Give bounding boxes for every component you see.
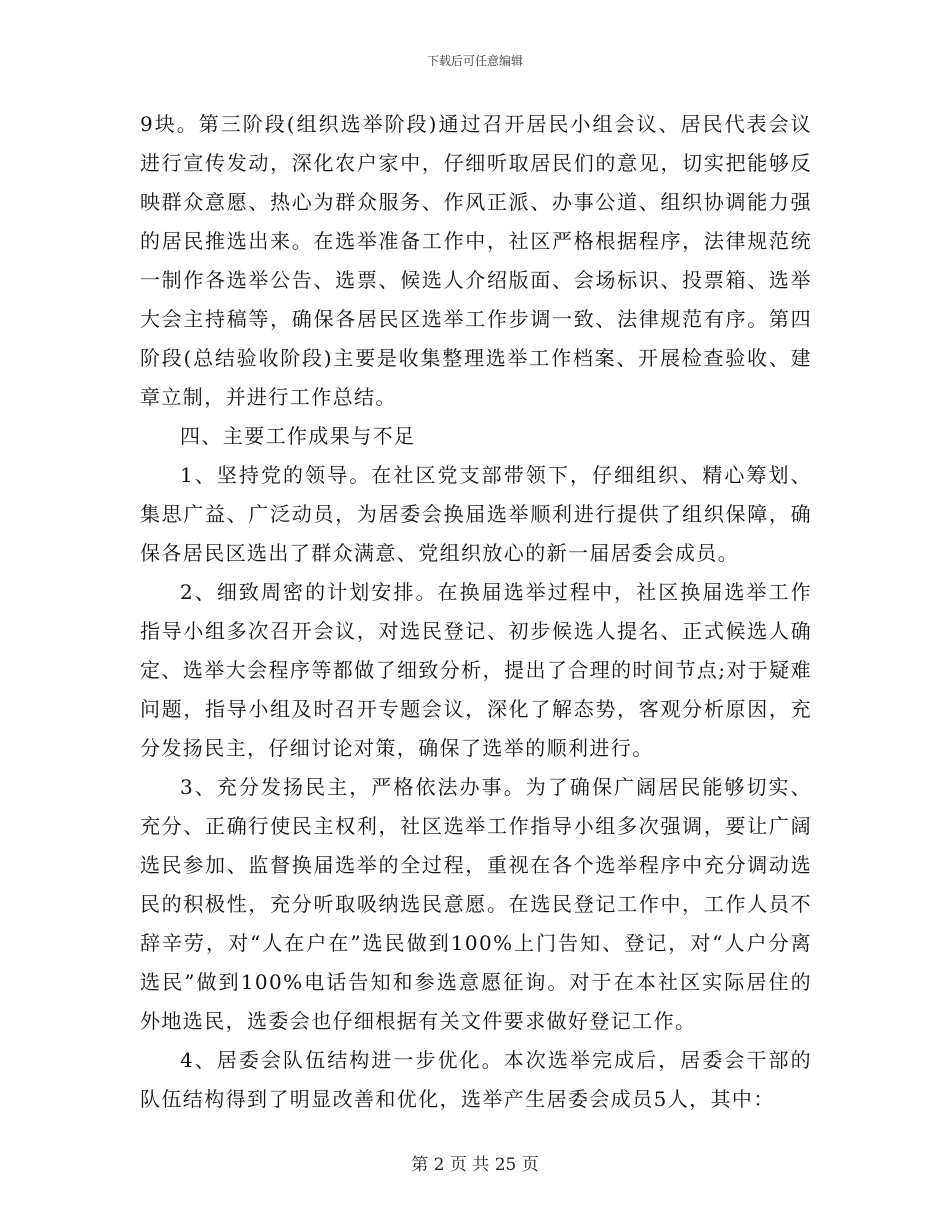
document-body <box>140 105 812 1119</box>
page-footer: 第 2 页 共 25 页 <box>411 1155 539 1175</box>
paragraph-item-3: 3、充分发扬民主，严格依法办事。为了确保广阔居民能够切实、充分、正确行使民主权利，社区选举工作指导小组多次强调，要让广阔选民参加、监督换届选举的全过程，重视在各个选举程序中充分调动选民的积极性，充分听取吸纳选民意愿。在选民登记工作中，工作人员不辞辛劳，对“人在户在”选民做到100%上门告知、登记，对“人户分离选民”做到100%电话告知和参选意愿征询。对于在本社区实际居住的外地选民，选委会也仔细根据有关文件要求做好登记工作。 <box>140 775 812 1033</box>
paragraph-item-2: 2、细致周密的计划安排。在换届选举过程中，社区换届选举工作指导小组多次召开会议，对选民登记、初步候选人提名、正式候选人确定、选举大会程序等都做了细致分析，提出了合理的时间节点;对于疑难问题，指导小组及时召开专题会议，深化了解态势，客观分析原因，充分发扬民主，仔细讨论对策，确保了选举的顺利进行。 <box>140 580 812 760</box>
section-heading: 四、主要工作成果与不足 <box>180 424 416 448</box>
paragraph-continuation: 9块。第三阶段(组织选举阶段)通过召开居民小组会议、居民代表会议进行宣传发动，深化农户家中，仔细听取居民们的意见，切实把能够反映群众意愿、热心为群众服务、作风正派、办事公道、组织协调能力强的居民推选出来。在选举准备工作中，社区严格根据程序，法律规范统一制作各选举公告、选票、候选人介绍版面、会场标识、投票箱、选举大会主持稿等，确保各居民区选举工作步调一致、法律规范有序。第四阶段(总结验收阶段)主要是收集整理选举工作档案、开展检查验收、建章立制，并进行工作总结。 <box>140 112 812 409</box>
paragraph-item-4: 4、居委会队伍结构进一步优化。本次选举完成后，居委会干部的队伍结构得到了明显改善和优化，选举产生居委会成员5人，其中： <box>140 1048 812 1111</box>
page-header: 下载后可任意编辑 <box>426 54 523 68</box>
paragraph-item-1: 1、坚持党的领导。在社区党支部带领下，仔细组织、精心筹划、集思广益、广泛动员，为居委会换届选举顺利进行提供了组织保障，确保各居民区选出了群众满意、党组织放心的新一届居委会成员。 <box>140 463 812 565</box>
